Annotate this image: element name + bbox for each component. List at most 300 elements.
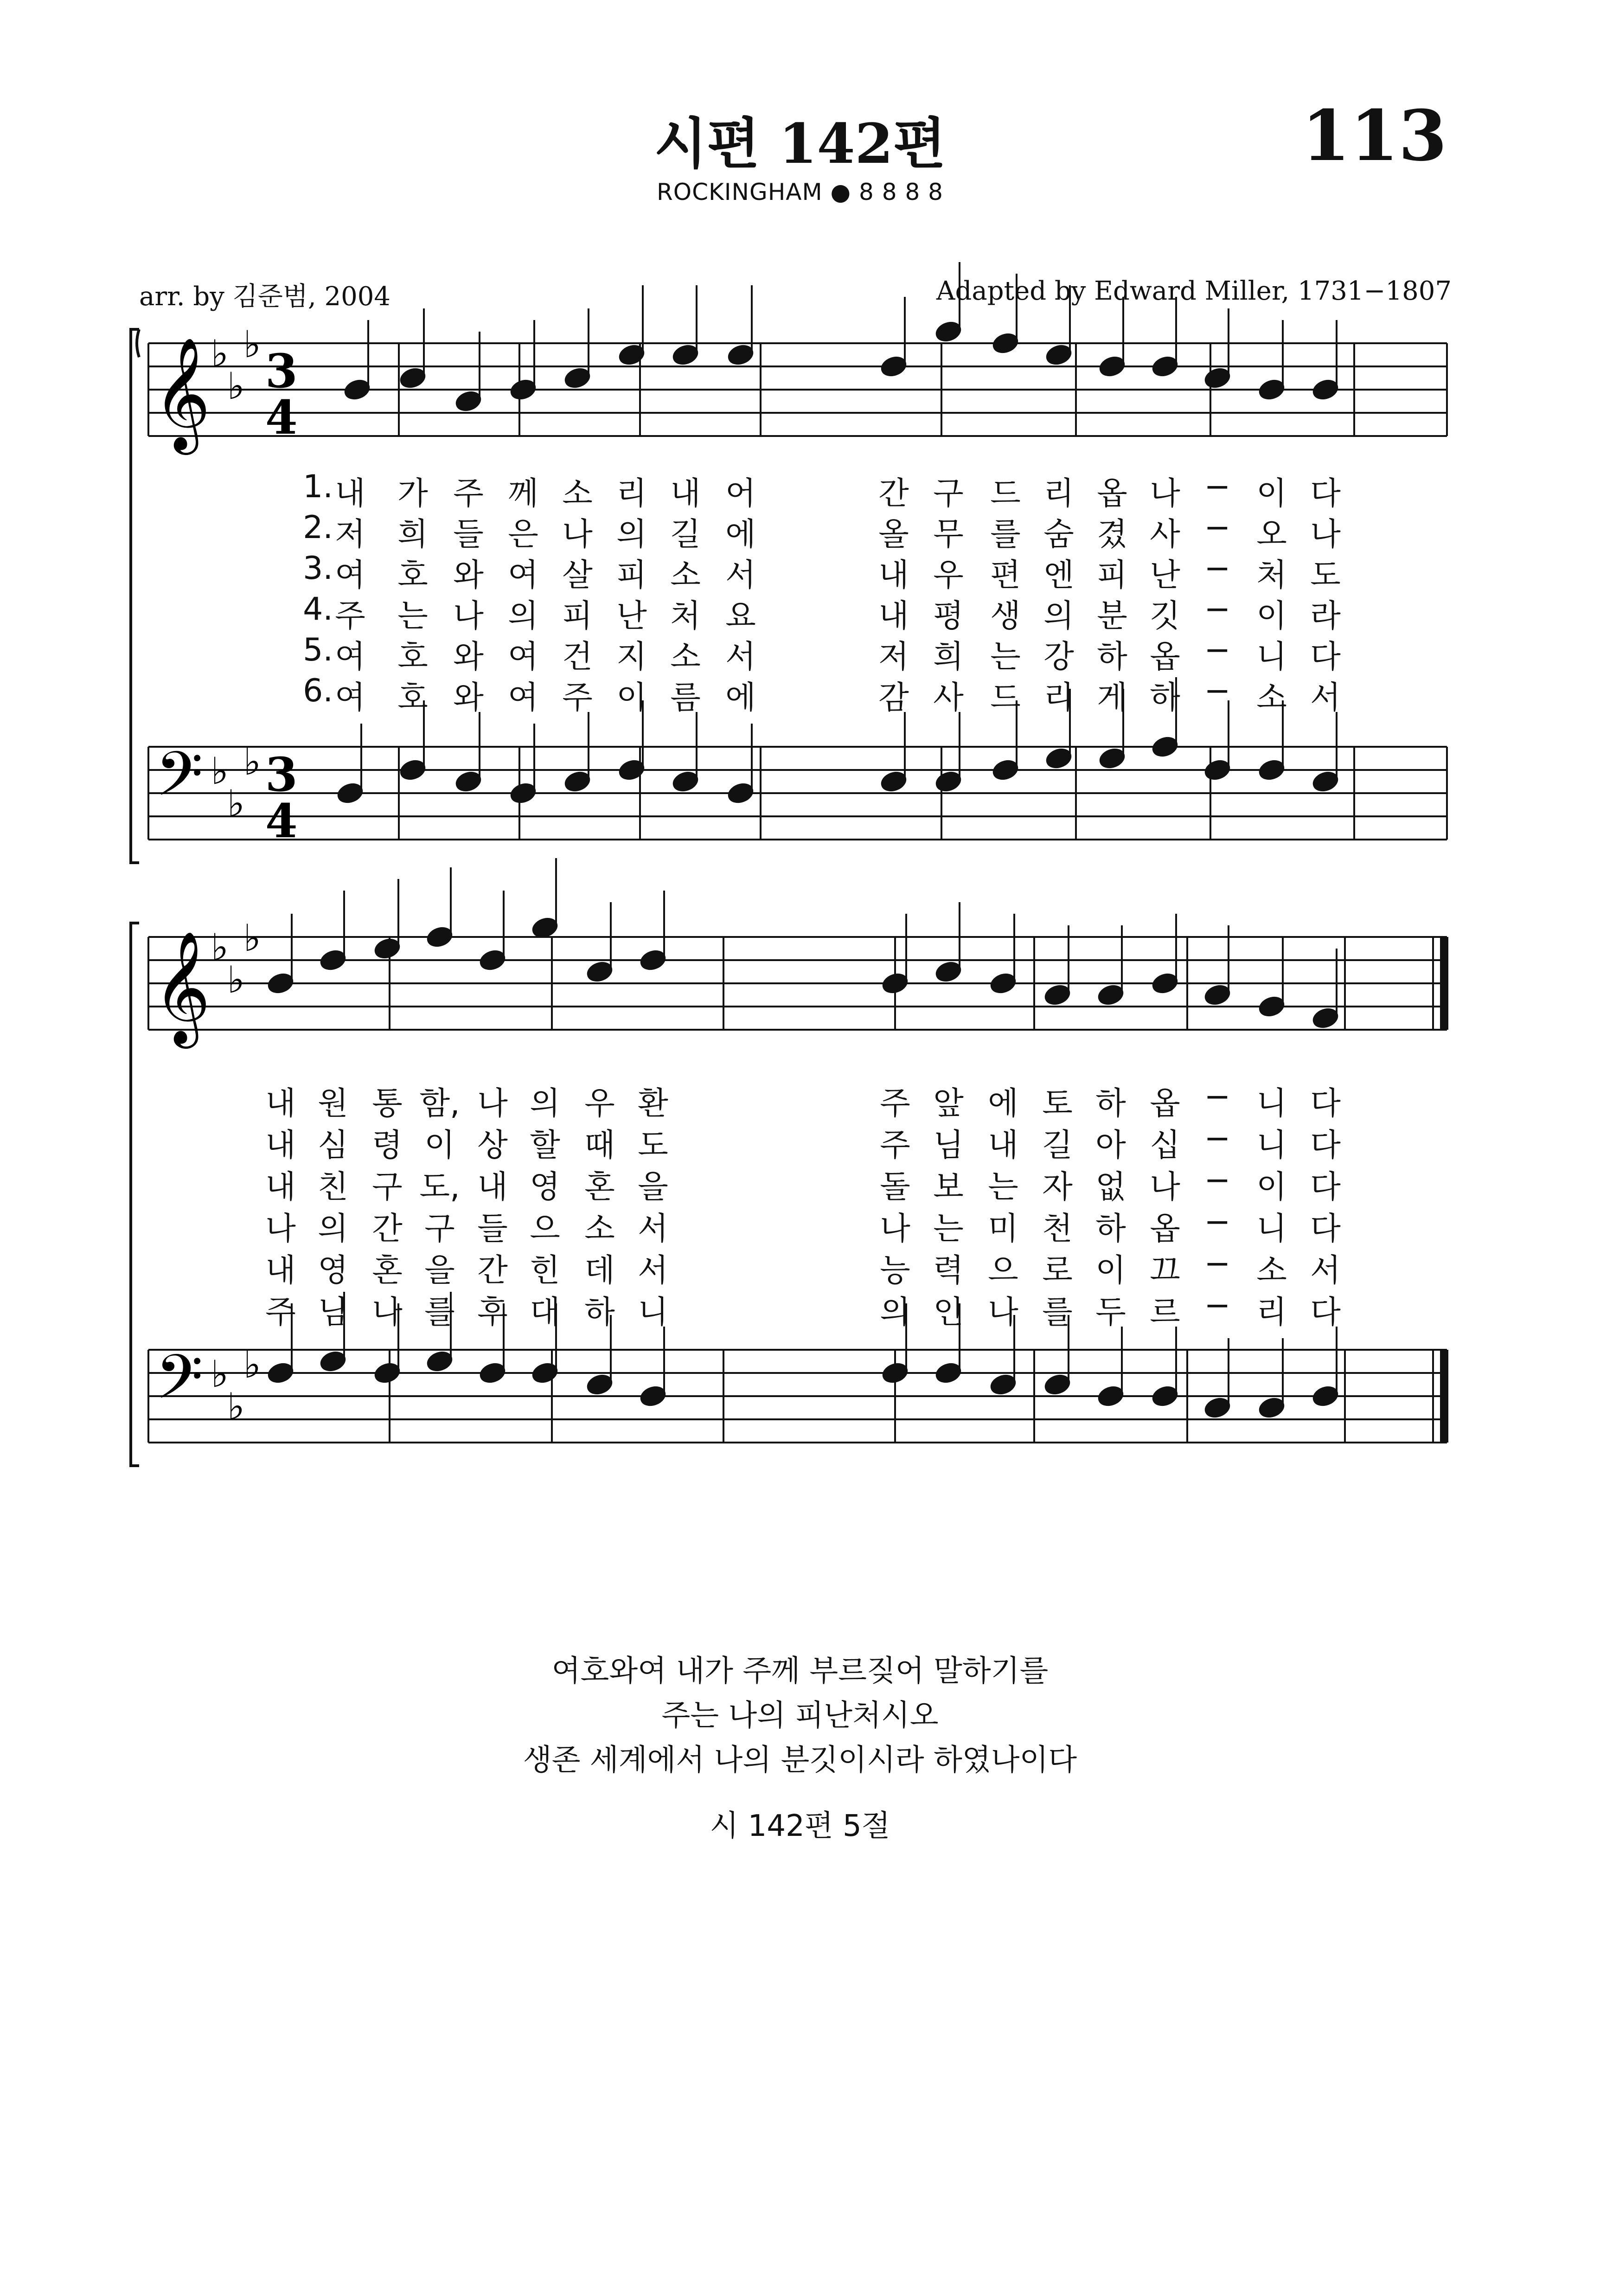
notehead	[478, 948, 506, 972]
notehead	[1098, 354, 1126, 378]
notehead	[989, 971, 1017, 995]
notehead	[989, 1372, 1017, 1397]
lyric-syllable: 주	[880, 1085, 910, 1122]
lyric-syllable: 를	[990, 516, 1021, 553]
lyric-syllable: 처	[1256, 557, 1287, 594]
lyric-syllable: 여	[335, 557, 365, 594]
lyric-syllable: 나	[562, 516, 593, 553]
scripture-line-3: 생존 세계에서 나의 분깃이시라 하였나이다	[523, 1743, 1077, 1777]
notehead	[639, 948, 667, 972]
scripture-line-1: 여호와여 내가 주께 부르짖어 말하기를	[551, 1654, 1049, 1688]
lyric-syllable: 서	[638, 1252, 668, 1289]
lyric-syllable: 난	[616, 598, 647, 635]
notehead	[639, 1384, 667, 1408]
tune-name: ROCKINGHAM ● 8 8 8 8	[657, 179, 943, 205]
lyric-syllable: 다	[1310, 1211, 1341, 1247]
lyric-syllable: 간	[477, 1252, 508, 1289]
lyric-syllable: 님	[933, 1127, 964, 1164]
lyric-syllable: 하	[1095, 1211, 1126, 1247]
lyric-syllable: 천	[1042, 1211, 1073, 1247]
svg-text:♭: ♭	[211, 332, 229, 375]
lyric-syllable: 편	[990, 557, 1021, 594]
svg-text:♭: ♭	[243, 740, 261, 783]
lyric-syllable: 아	[1095, 1127, 1126, 1164]
notehead	[881, 1361, 909, 1385]
notehead	[934, 960, 962, 984]
lyric-syllable: 심	[318, 1127, 348, 1164]
lyric-line	[0, 1078, 1600, 1120]
lyric-syllable: 나	[1150, 1169, 1180, 1206]
lyric-syllable: 서	[638, 1211, 668, 1247]
notehead	[1151, 1384, 1179, 1408]
lyric-syllable: 니	[1256, 1127, 1287, 1164]
lyric-syllable: 내	[265, 1252, 296, 1289]
lyric-syllable: 에	[988, 1085, 1018, 1122]
notehead	[1311, 770, 1339, 794]
lyric-syllable: 호	[397, 557, 428, 594]
lyric-syllable: 여	[335, 639, 365, 675]
notehead	[1043, 983, 1071, 1007]
lyric-syllable: 나	[453, 598, 484, 635]
lyric-syllable: 이	[616, 680, 647, 716]
notehead	[1203, 758, 1231, 782]
lyric-syllable: 주	[880, 1127, 910, 1164]
notehead	[1043, 1372, 1071, 1397]
notehead	[991, 758, 1019, 782]
lyric-syllable: 나	[1310, 516, 1341, 553]
lyric-syllable: −	[1204, 509, 1231, 546]
lyric-syllable: 의	[530, 1085, 560, 1122]
lyric-syllable: 영	[530, 1169, 560, 1206]
lyric-syllable: 서	[1310, 680, 1341, 716]
lyric-syllable: 강	[1043, 639, 1074, 675]
notehead	[934, 770, 962, 794]
notehead	[1203, 366, 1231, 390]
lyric-syllable: 힌	[530, 1252, 560, 1289]
svg-text:♭: ♭	[227, 1385, 245, 1428]
lyric-syllable: 사	[933, 680, 964, 716]
lyric-syllable: 령	[372, 1127, 403, 1164]
notehead	[991, 331, 1019, 355]
notehead	[509, 378, 537, 402]
lyric-syllable: 내	[265, 1127, 296, 1164]
lyric-syllable: 내	[477, 1169, 508, 1206]
lyric-syllable: 난	[1150, 557, 1180, 594]
svg-text:♭: ♭	[211, 750, 229, 793]
notehead	[373, 1361, 401, 1385]
lyric-syllable: 나	[372, 1294, 403, 1331]
lyric-syllable: −	[1204, 550, 1231, 587]
lyric-syllable: 다	[1310, 639, 1341, 675]
notehead	[398, 366, 427, 390]
system-1-treble-staff	[148, 343, 1447, 436]
notehead	[1151, 354, 1179, 378]
notehead	[373, 936, 401, 961]
lyric-syllable: 감	[878, 680, 909, 716]
svg-text:♭: ♭	[227, 958, 245, 1001]
lyric-syllable: 구	[424, 1211, 455, 1247]
lyric-syllable: 소	[562, 475, 593, 512]
scripture-quote	[0, 1649, 1600, 1783]
lyric-syllable: 도,	[419, 1169, 460, 1206]
lyric-syllable: 내	[878, 557, 909, 594]
lyric-syllable: 희	[933, 639, 964, 675]
notehead	[266, 1361, 294, 1385]
lyric-syllable: 서	[725, 639, 756, 675]
notehead	[1257, 758, 1286, 782]
lyric-syllable: 환	[638, 1085, 668, 1122]
lyric-syllable: 겼	[1097, 516, 1127, 553]
verse-number: 2.	[303, 509, 333, 546]
lyric-syllable: −	[1204, 1120, 1231, 1157]
lyric-syllable: 나	[265, 1211, 296, 1247]
lyric-syllable: 의	[318, 1211, 348, 1247]
lyric-syllable: 의	[616, 516, 647, 553]
lyric-syllable: 에	[725, 680, 756, 716]
lyric-syllable: 요	[725, 598, 756, 635]
notehead	[934, 1361, 962, 1385]
lyric-syllable: 미	[988, 1211, 1018, 1247]
scripture-line-2: 주는 나의 피난처시오	[661, 1699, 939, 1733]
notehead	[1044, 343, 1073, 367]
notehead	[1203, 983, 1231, 1007]
lyric-syllable: 드	[990, 680, 1021, 716]
lyric-syllable: 때	[584, 1127, 615, 1164]
lyric-syllable: 도	[638, 1127, 668, 1164]
notehead	[1098, 746, 1126, 770]
lyric-syllable: 름	[670, 680, 701, 716]
svg-text:3: 3	[265, 344, 298, 398]
lyric-syllable: 호	[397, 639, 428, 675]
lyric-syllable: 숨	[1043, 516, 1074, 553]
notehead	[617, 343, 646, 367]
lyric-syllable: 저	[878, 639, 909, 675]
lyric-syllable: 이	[1256, 475, 1287, 512]
lyric-syllable: 내	[878, 598, 909, 635]
system-2-bass-staff	[148, 1350, 1447, 1443]
lyric-syllable: 우	[933, 557, 964, 594]
lyric-syllable: 소	[1256, 680, 1287, 716]
lyric-syllable: 내	[265, 1085, 296, 1122]
lyric-line	[0, 1287, 1600, 1329]
notehead	[398, 758, 427, 782]
lyric-syllable: 의	[1043, 598, 1074, 635]
lyric-syllable: 소	[584, 1211, 615, 1247]
svg-text:♭: ♭	[227, 365, 245, 408]
lyric-syllable: 하	[1150, 680, 1180, 716]
svg-text:4: 4	[265, 794, 298, 848]
lyric-syllable: 옵	[1150, 1211, 1180, 1247]
lyric-syllable: 사	[1150, 516, 1180, 553]
lyric-syllable: 분	[1097, 598, 1127, 635]
notehead	[563, 366, 591, 390]
notehead	[726, 343, 755, 367]
lyric-syllable: 원	[318, 1085, 348, 1122]
lyric-line	[0, 550, 1600, 592]
notehead	[1257, 994, 1286, 1019]
notehead	[1311, 1384, 1339, 1408]
lyric-syllable: 하	[1095, 1085, 1126, 1122]
lyric-syllable: 혼	[372, 1252, 403, 1289]
page-title: 시편 142편	[654, 111, 946, 176]
lyric-syllable: 없	[1095, 1169, 1126, 1206]
lyric-syllable: 돌	[880, 1169, 910, 1206]
lyric-syllable: 어	[725, 475, 756, 512]
svg-text:♭: ♭	[243, 323, 261, 366]
svg-text:♭: ♭	[243, 1343, 261, 1386]
lyric-syllable: 내	[265, 1169, 296, 1206]
lyric-syllable: 으	[530, 1211, 560, 1247]
lyric-syllable: 영	[318, 1252, 348, 1289]
lyric-syllable: 니	[638, 1294, 668, 1331]
lyric-syllable: 혼	[584, 1169, 615, 1206]
notehead	[454, 770, 482, 794]
lyric-line	[0, 591, 1600, 633]
lyric-syllable: −	[1204, 1204, 1231, 1240]
lyric-syllable: 다	[1310, 1294, 1341, 1331]
lyric-syllable: 올	[878, 516, 909, 553]
lyric-syllable: 드	[990, 475, 1021, 512]
notehead	[1257, 378, 1286, 402]
lyric-syllable: 통	[372, 1085, 403, 1122]
lyric-syllable: 앞	[933, 1085, 964, 1122]
lyric-syllable: 는	[988, 1169, 1018, 1206]
lyric-syllable: 에	[725, 516, 756, 553]
svg-text:♭: ♭	[227, 782, 245, 825]
lyric-syllable: 후	[477, 1294, 508, 1331]
notehead	[336, 781, 364, 805]
svg-text:3: 3	[265, 747, 298, 802]
lyric-syllable: 간	[372, 1211, 403, 1247]
lyric-syllable: 가	[397, 475, 428, 512]
arranger-credit: arr. by 김준범, 2004	[139, 282, 391, 312]
lyric-syllable: 우	[584, 1085, 615, 1122]
lyric-syllable: 십	[1150, 1127, 1180, 1164]
lyric-syllable: 니	[1256, 1211, 1287, 1247]
notehead	[478, 1361, 506, 1385]
verse-number: 1.	[303, 468, 333, 505]
lyric-line	[0, 673, 1600, 714]
notehead	[671, 343, 699, 367]
composer-credit: Adapted by Edward Miller, 1731−1807	[936, 276, 1452, 306]
system-2-treble-staff	[148, 937, 1447, 1030]
lyric-syllable: 내	[670, 475, 701, 512]
notehead	[726, 781, 755, 805]
lyric-line	[0, 632, 1600, 673]
lyric-syllable: 여	[335, 680, 365, 716]
lyric-syllable: −	[1204, 632, 1231, 668]
lyric-syllable: 이	[1256, 1169, 1287, 1206]
lyric-syllable: 님	[318, 1294, 348, 1331]
lyric-syllable: 옵	[1150, 1085, 1180, 1122]
lyric-syllable: 구	[372, 1169, 403, 1206]
lyric-syllable: 길	[1042, 1127, 1073, 1164]
lyric-syllable: 는	[990, 639, 1021, 675]
lyric-syllable: 보	[933, 1169, 964, 1206]
lyric-syllable: 데	[584, 1252, 615, 1289]
lyric-syllable: 인	[933, 1294, 964, 1331]
lyric-line	[0, 509, 1600, 551]
lyric-syllable: 내	[988, 1127, 1018, 1164]
bass-clef-icon: 𝄢	[155, 738, 203, 825]
lyric-syllable: 을	[638, 1169, 668, 1206]
lyric-syllable: 주	[453, 475, 484, 512]
lyric-syllable: 지	[616, 639, 647, 675]
notehead	[563, 770, 591, 794]
verse-number: 5.	[303, 632, 333, 668]
lyric-syllable: 함,	[419, 1085, 460, 1122]
lyric-syllable: 나	[477, 1085, 508, 1122]
lyric-syllable: −	[1204, 1245, 1231, 1282]
lyric-syllable: 내	[335, 475, 365, 512]
svg-text:♭: ♭	[211, 1353, 229, 1396]
lyric-syllable: 들	[477, 1211, 508, 1247]
lyric-syllable: 와	[453, 680, 484, 716]
verse-number: 3.	[303, 550, 333, 587]
lyric-syllable: 끄	[1150, 1252, 1180, 1289]
lyric-syllable: 르	[1150, 1294, 1180, 1331]
lyric-syllable: 두	[1095, 1294, 1126, 1331]
lyric-syllable: 피	[562, 598, 593, 635]
lyric-line	[0, 1162, 1600, 1204]
notehead	[934, 320, 962, 344]
notehead	[1311, 378, 1339, 402]
lyric-syllable: 오	[1256, 516, 1287, 553]
notehead	[617, 758, 646, 782]
svg-text:4: 4	[265, 390, 298, 445]
lyric-syllable: 저	[335, 516, 365, 553]
lyric-syllable: 피	[616, 557, 647, 594]
lyric-line	[0, 468, 1600, 510]
lyric-syllable: 호	[397, 680, 428, 716]
lyric-syllable: 하	[1097, 639, 1127, 675]
notehead	[1096, 983, 1125, 1007]
lyric-syllable: 소	[670, 557, 701, 594]
lyric-syllable: 길	[670, 516, 701, 553]
notehead	[1096, 1384, 1125, 1408]
hymn-number: 113	[1301, 95, 1447, 177]
lyric-syllable: 이	[424, 1127, 455, 1164]
lyric-syllable: 구	[933, 475, 964, 512]
lyric-syllable: 주	[265, 1294, 296, 1331]
notehead	[1257, 1396, 1286, 1420]
lyric-syllable: 소	[1256, 1252, 1287, 1289]
notehead	[1151, 735, 1179, 759]
lyric-syllable: 토	[1042, 1085, 1073, 1122]
lyric-syllable: 나	[988, 1294, 1018, 1331]
lyric-syllable: 들	[453, 516, 484, 553]
notehead	[585, 1372, 614, 1397]
lyric-syllable: 여	[508, 557, 538, 594]
lyric-syllable: 의	[880, 1294, 910, 1331]
lyric-syllable: 니	[1256, 1085, 1287, 1122]
lyric-syllable: 친	[318, 1169, 348, 1206]
system-1-bass-staff	[148, 747, 1447, 840]
svg-text:♭: ♭	[243, 917, 261, 960]
treble-clef-icon: 𝄞	[153, 336, 211, 450]
lyric-syllable: 희	[397, 516, 428, 553]
lyric-syllable: 께	[508, 475, 538, 512]
lyric-syllable: 나	[1150, 475, 1180, 512]
notehead	[671, 770, 699, 794]
verse-number: 4.	[303, 591, 333, 628]
notehead	[1311, 1006, 1339, 1030]
lyric-syllable: 게	[1097, 680, 1127, 716]
lyric-syllable: 여	[508, 680, 538, 716]
lyric-syllable: 라	[1310, 598, 1341, 635]
lyric-syllable: 리	[1043, 475, 1074, 512]
lyric-syllable: 서	[725, 557, 756, 594]
lyric-syllable: 으	[988, 1252, 1018, 1289]
lyric-syllable: 니	[1256, 639, 1287, 675]
treble-clef-icon: 𝄞	[153, 930, 211, 1044]
lyric-syllable: 여	[508, 639, 538, 675]
lyric-syllable: 평	[933, 598, 964, 635]
lyric-line	[0, 1245, 1600, 1287]
lyric-syllable: −	[1204, 1287, 1231, 1324]
bass-clef-icon: 𝄢	[155, 1341, 203, 1428]
lyric-syllable: 는	[933, 1211, 964, 1247]
lyric-syllable: 를	[1042, 1294, 1073, 1331]
lyric-syllable: −	[1204, 1162, 1231, 1199]
lyric-syllable: 리	[1256, 1294, 1287, 1331]
lyric-syllable: −	[1204, 673, 1231, 709]
notehead	[531, 1361, 559, 1385]
lyric-syllable: −	[1204, 1078, 1231, 1115]
lyric-syllable: 로	[1042, 1252, 1073, 1289]
lyric-syllable: 이	[1256, 598, 1287, 635]
lyric-syllable: 나	[880, 1211, 910, 1247]
lyric-syllable: 이	[1095, 1252, 1126, 1289]
notehead	[454, 389, 482, 413]
lyric-syllable: 대	[530, 1294, 560, 1331]
notehead	[425, 925, 454, 949]
lyric-syllable: 생	[990, 598, 1021, 635]
lyric-syllable: 은	[508, 516, 538, 553]
scripture-reference: 시 142편 5절	[710, 1809, 890, 1843]
lyric-syllable: 의	[508, 598, 538, 635]
notehead	[509, 781, 537, 805]
lyric-syllable: 다	[1310, 1085, 1341, 1122]
lyric-syllable: 서	[1310, 1252, 1341, 1289]
notehead	[531, 916, 559, 940]
lyric-syllable: 옵	[1150, 639, 1180, 675]
lyric-syllable: 와	[453, 639, 484, 675]
lyric-syllable: −	[1204, 468, 1231, 505]
lyric-syllable: 리	[1043, 680, 1074, 716]
lyric-syllable: 상	[477, 1127, 508, 1164]
notehead	[266, 971, 294, 995]
notehead	[1203, 1396, 1231, 1420]
lyric-syllable: −	[1204, 591, 1231, 628]
lyric-syllable: 처	[670, 598, 701, 635]
lyric-syllable: 하	[584, 1294, 615, 1331]
lyric-syllable: 도	[1310, 557, 1341, 594]
notehead	[879, 354, 908, 378]
lyric-syllable: 무	[933, 516, 964, 553]
svg-text:♭: ♭	[211, 926, 229, 969]
lyric-syllable: 할	[530, 1127, 560, 1164]
notehead	[1151, 971, 1179, 995]
lyric-syllable: 피	[1097, 557, 1127, 594]
lyric-line	[0, 1120, 1600, 1162]
lyric-syllable: 옵	[1097, 475, 1127, 512]
lyric-syllable: 는	[397, 598, 428, 635]
lyric-syllable: 다	[1310, 1127, 1341, 1164]
notehead	[585, 960, 614, 984]
lyric-syllable: 주	[335, 598, 365, 635]
lyric-syllable: 간	[878, 475, 909, 512]
